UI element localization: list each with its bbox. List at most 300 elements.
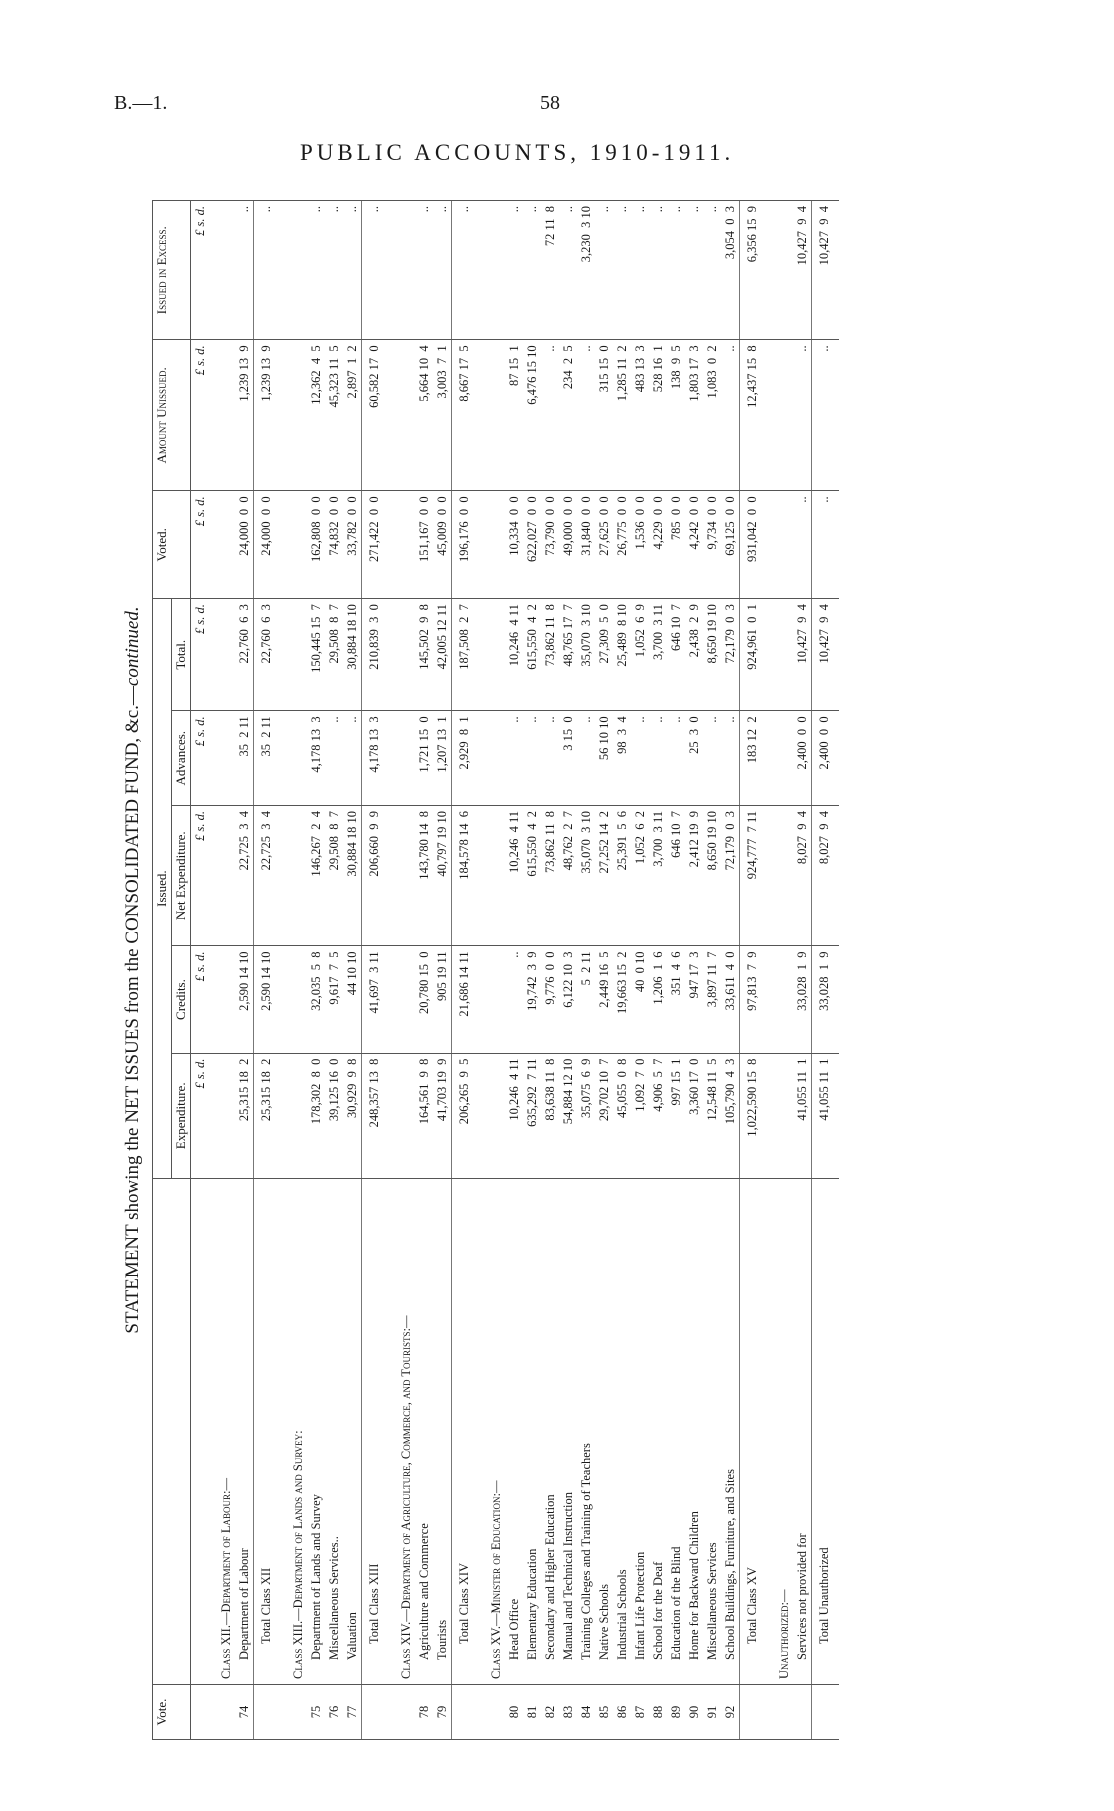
cell-adv: .. <box>541 711 559 806</box>
units-label: £ s. d. <box>191 946 210 1053</box>
table-row <box>433 201 452 1740</box>
cell-excess: .. <box>559 201 577 340</box>
table-row <box>559 201 577 1740</box>
cell-adv: 2,400 0 0 <box>793 711 812 806</box>
cell-voted: 69,125 0 0 <box>721 491 740 599</box>
cell-unissued: .. <box>541 340 559 491</box>
cell-cred: 2,449 16 5 <box>595 946 613 1053</box>
cell-exp: 248,357 13 8 <box>362 1053 390 1178</box>
cell-excess: .. <box>307 201 325 340</box>
col-voted: Voted. <box>153 491 191 599</box>
cell-total: 35,070 3 10 <box>577 599 595 711</box>
cell-unissued: 315 15 0 <box>595 340 613 491</box>
vote-number: 78 <box>415 1685 433 1740</box>
cell-excess: .. <box>649 201 667 340</box>
vote-number: 85 <box>595 1685 613 1740</box>
cell-total: 210,839 3 0 <box>362 599 390 711</box>
vote-number: 79 <box>433 1685 452 1740</box>
cell-unissued: 6,476 15 10 <box>523 340 541 491</box>
cell-total: 3,700 3 11 <box>649 599 667 711</box>
cell-exp: 25,315 18 2 <box>254 1053 282 1178</box>
col-advances: Advances. <box>172 711 191 806</box>
table-row <box>325 201 343 1740</box>
cell-net: 206,660 9 9 <box>362 806 390 946</box>
total-label: Total Unauthorized <box>812 1179 840 1685</box>
statement-title-text: STATEMENT showing the NET ISSUES from the CONSOLIDATED FUND, &c.— <box>122 686 143 1334</box>
item-description: Department of Lands and Survey <box>307 1179 325 1685</box>
cell-excess: .. <box>595 201 613 340</box>
class-heading-row <box>281 201 307 1740</box>
item-description: Head Office <box>505 1179 523 1685</box>
cell-net: 8,027 9 4 <box>812 806 840 946</box>
cell-net: 22,725 3 4 <box>235 806 254 946</box>
cell-adv: 56 10 10 <box>595 711 613 806</box>
total-row <box>740 201 768 1740</box>
cell-voted: 1,536 0 0 <box>631 491 649 599</box>
table-row <box>613 201 631 1740</box>
cell-total: 187,508 2 7 <box>452 599 480 711</box>
col-group-issued: Issued. <box>153 599 172 1179</box>
cell-unissued: 12,362 4 5 <box>307 340 325 491</box>
cell-total: 10,427 9 4 <box>812 599 840 711</box>
col-expenditure: Expenditure. <box>172 1053 191 1178</box>
cell-total: 924,961 0 1 <box>740 599 768 711</box>
col-issued-in-excess: Issued in Excess. <box>153 201 191 340</box>
vote-number: 90 <box>685 1685 703 1740</box>
total-label: Total Class XV <box>740 1179 768 1685</box>
cell-total: 48,765 17 7 <box>559 599 577 711</box>
cell-cred: 40 0 10 <box>631 946 649 1053</box>
item-description: Training Colleges and Training of Teachers <box>577 1179 595 1685</box>
statement-title <box>118 200 148 1740</box>
cell-exp: 206,265 9 5 <box>452 1053 480 1178</box>
cell-exp: 10,246 4 11 <box>505 1053 523 1178</box>
cell-voted: 9,734 0 0 <box>703 491 721 599</box>
cell-unissued: 3,003 7 1 <box>433 340 452 491</box>
item-description: Miscellaneous Services.. <box>325 1179 343 1685</box>
vote-number <box>793 1685 812 1740</box>
cell-voted: 931,042 0 0 <box>740 491 768 599</box>
cell-voted: 74,832 0 0 <box>325 491 343 599</box>
vote-number: 77 <box>343 1685 362 1740</box>
running-title: PUBLIC ACCOUNTS, 1910-1911. <box>300 140 735 165</box>
cell-cred: 947 17 3 <box>685 946 703 1053</box>
cell-adv: .. <box>325 711 343 806</box>
cell-cred: 33,028 1 9 <box>793 946 812 1053</box>
cell-unissued: .. <box>793 340 812 491</box>
table-row <box>667 201 685 1740</box>
table-row <box>505 201 523 1740</box>
cell-net: 924,777 7 11 <box>740 806 768 946</box>
cell-unissued: .. <box>577 340 595 491</box>
cell-total: 22,760 6 3 <box>254 599 282 711</box>
cell-cred: 32,035 5 8 <box>307 946 325 1053</box>
cell-excess: .. <box>254 201 282 340</box>
cell-total: 8,650 19 10 <box>703 599 721 711</box>
cell-net: 10,246 4 11 <box>505 806 523 946</box>
cell-total: 646 10 7 <box>667 599 685 711</box>
cell-adv: 35 2 11 <box>235 711 254 806</box>
cell-adv: 3 15 0 <box>559 711 577 806</box>
cell-excess: .. <box>667 201 685 340</box>
cell-unissued: 1,239 13 9 <box>235 340 254 491</box>
statement-title-continued: continued. <box>122 606 143 687</box>
cell-excess: .. <box>415 201 433 340</box>
table-row <box>307 201 325 1740</box>
cell-cred: 41,697 3 11 <box>362 946 390 1053</box>
cell-excess: .. <box>325 201 343 340</box>
cell-voted: 45,009 0 0 <box>433 491 452 599</box>
cell-exp: 41,055 11 1 <box>793 1053 812 1178</box>
table-row <box>343 201 362 1740</box>
cell-excess: 72 11 8 <box>541 201 559 340</box>
class-heading-row <box>389 201 415 1740</box>
cell-net: 646 10 7 <box>667 806 685 946</box>
cell-exp: 635,292 7 11 <box>523 1053 541 1178</box>
vote-number: 83 <box>559 1685 577 1740</box>
col-amount-unissued: Amount Unissued. <box>153 340 191 491</box>
cell-exp: 1,022,590 15 8 <box>740 1053 768 1178</box>
col-total: Total. <box>172 599 191 711</box>
cell-net: 8,650 19 10 <box>703 806 721 946</box>
total-row <box>362 201 390 1740</box>
cell-excess: .. <box>235 201 254 340</box>
cell-adv: 2,400 0 0 <box>812 711 840 806</box>
cell-net: 184,578 14 6 <box>452 806 480 946</box>
cell-total: 10,246 4 11 <box>505 599 523 711</box>
vote-number <box>812 1685 840 1740</box>
cell-exp: 29,702 10 7 <box>595 1053 613 1178</box>
cell-net: 48,762 2 7 <box>559 806 577 946</box>
item-description: Agriculture and Commerce <box>415 1179 433 1685</box>
cell-unissued: 12,437 15 8 <box>740 340 768 491</box>
cell-exp: 41,055 11 1 <box>812 1053 840 1178</box>
cell-unissued: .. <box>812 340 840 491</box>
cell-voted: .. <box>793 491 812 599</box>
page-number: 58 <box>540 92 560 114</box>
cell-net: 30,884 18 10 <box>343 806 362 946</box>
cell-excess: .. <box>703 201 721 340</box>
class-heading-row <box>209 201 235 1740</box>
cell-voted: 162,808 0 0 <box>307 491 325 599</box>
cell-cred: 1,206 1 6 <box>649 946 667 1053</box>
cell-net: 615,550 4 2 <box>523 806 541 946</box>
cell-unissued: 1,803 17 3 <box>685 340 703 491</box>
net-issues-table <box>152 200 839 1740</box>
cell-adv: .. <box>505 711 523 806</box>
vote-number <box>740 1685 768 1740</box>
units-row <box>191 201 210 1740</box>
cell-voted: 27,625 0 0 <box>595 491 613 599</box>
cell-net: 146,267 2 4 <box>307 806 325 946</box>
cell-exp: 83,638 11 8 <box>541 1053 559 1178</box>
item-description: Miscellaneous Services <box>703 1179 721 1685</box>
item-description: Education of the Blind <box>667 1179 685 1685</box>
cell-adv: 1,207 13 1 <box>433 711 452 806</box>
cell-total: 25,489 8 10 <box>613 599 631 711</box>
cell-net: 27,252 14 2 <box>595 806 613 946</box>
cell-net: 73,862 11 8 <box>541 806 559 946</box>
cell-adv: 4,178 13 3 <box>362 711 390 806</box>
cell-cred: 2,590 14 10 <box>254 946 282 1053</box>
table-row <box>703 201 721 1740</box>
cell-cred: 19,663 15 2 <box>613 946 631 1053</box>
table-row <box>685 201 703 1740</box>
rotated-statement-area <box>118 200 998 1740</box>
cell-adv: 25 3 0 <box>685 711 703 806</box>
vote-number: 91 <box>703 1685 721 1740</box>
cell-voted: 785 0 0 <box>667 491 685 599</box>
cell-excess: .. <box>631 201 649 340</box>
vote-number: 86 <box>613 1685 631 1740</box>
total-row <box>254 201 282 1740</box>
item-description: Department of Labour <box>235 1179 254 1685</box>
cell-excess: .. <box>505 201 523 340</box>
cell-adv: .. <box>577 711 595 806</box>
item-description: Native Schools <box>595 1179 613 1685</box>
cell-voted: 271,422 0 0 <box>362 491 390 599</box>
cell-exp: 39,125 16 0 <box>325 1053 343 1178</box>
col-credits: Credits. <box>172 946 191 1053</box>
cell-net: 35,070 3 10 <box>577 806 595 946</box>
table-row <box>721 201 740 1740</box>
cell-voted: 49,000 0 0 <box>559 491 577 599</box>
col-net-expenditure: Net Expenditure. <box>172 806 191 946</box>
cell-cred: 33,611 4 0 <box>721 946 740 1053</box>
cell-excess: .. <box>685 201 703 340</box>
units-label: £ s. d. <box>191 711 210 806</box>
item-description: Home for Backward Children <box>685 1179 703 1685</box>
cell-excess: 10,427 9 4 <box>793 201 812 340</box>
vote-number: 92 <box>721 1685 740 1740</box>
vote-number: 84 <box>577 1685 595 1740</box>
cell-total: 1,052 6 9 <box>631 599 649 711</box>
cell-cred: 21,686 14 11 <box>452 946 480 1053</box>
units-label: £ s. d. <box>191 599 210 711</box>
cell-net: 8,027 9 4 <box>793 806 812 946</box>
vote-number <box>254 1685 282 1740</box>
cell-cred: 2,590 14 10 <box>235 946 254 1053</box>
cell-voted: 73,790 0 0 <box>541 491 559 599</box>
cell-total: 150,445 15 7 <box>307 599 325 711</box>
item-description: Elementary Education <box>523 1179 541 1685</box>
cell-voted: 24,000 0 0 <box>235 491 254 599</box>
cell-adv: 2,929 8 1 <box>452 711 480 806</box>
class-heading: Class XII.—Department of Labour:— <box>209 1179 235 1685</box>
cell-voted: 26,775 0 0 <box>613 491 631 599</box>
cell-voted: 10,334 0 0 <box>505 491 523 599</box>
cell-net: 29,508 8 7 <box>325 806 343 946</box>
cell-adv: .. <box>649 711 667 806</box>
cell-unissued: 60,582 17 0 <box>362 340 390 491</box>
vote-number: 76 <box>325 1685 343 1740</box>
class-heading-row <box>767 201 793 1740</box>
cell-total: 72,179 0 3 <box>721 599 740 711</box>
cell-total: 29,508 8 7 <box>325 599 343 711</box>
cell-cred: 9,617 7 5 <box>325 946 343 1053</box>
item-description: Services not provided for <box>793 1179 812 1685</box>
units-label: £ s. d. <box>191 340 210 491</box>
cell-exp: 12,548 11 5 <box>703 1053 721 1178</box>
vote-number: 82 <box>541 1685 559 1740</box>
table-row <box>415 201 433 1740</box>
cell-unissued: 138 9 5 <box>667 340 685 491</box>
vote-number: 75 <box>307 1685 325 1740</box>
cell-exp: 35,075 6 9 <box>577 1053 595 1178</box>
cell-cred: 44 10 10 <box>343 946 362 1053</box>
cell-exp: 54,884 12 10 <box>559 1053 577 1178</box>
vote-number: 80 <box>505 1685 523 1740</box>
cell-exp: 164,561 9 8 <box>415 1053 433 1178</box>
cell-exp: 4,906 5 7 <box>649 1053 667 1178</box>
cell-voted: 33,782 0 0 <box>343 491 362 599</box>
cell-net: 72,179 0 3 <box>721 806 740 946</box>
cell-adv: .. <box>703 711 721 806</box>
cell-exp: 178,302 8 0 <box>307 1053 325 1178</box>
cell-exp: 41,703 19 9 <box>433 1053 452 1178</box>
cell-adv: 98 3 4 <box>613 711 631 806</box>
vote-number: 81 <box>523 1685 541 1740</box>
cell-adv: 4,178 13 3 <box>307 711 325 806</box>
table-body <box>191 201 840 1740</box>
cell-exp: 997 15 1 <box>667 1053 685 1178</box>
cell-cred: 9,776 0 0 <box>541 946 559 1053</box>
cell-cred: 905 19 11 <box>433 946 452 1053</box>
total-label: Total Class XIII <box>362 1179 390 1685</box>
cell-voted: 151,167 0 0 <box>415 491 433 599</box>
cell-net: 3,700 3 11 <box>649 806 667 946</box>
cell-voted: 4,242 0 0 <box>685 491 703 599</box>
vote-number <box>362 1685 390 1740</box>
cell-excess: .. <box>613 201 631 340</box>
item-description: Manual and Technical Instruction <box>559 1179 577 1685</box>
cell-unissued: 528 16 1 <box>649 340 667 491</box>
table-row <box>631 201 649 1740</box>
cell-adv: 183 12 2 <box>740 711 768 806</box>
cell-excess: 10,427 9 4 <box>812 201 840 340</box>
cell-net: 143,780 14 8 <box>415 806 433 946</box>
vote-number: 89 <box>667 1685 685 1740</box>
cell-unissued: .. <box>721 340 740 491</box>
cell-exp: 45,055 0 8 <box>613 1053 631 1178</box>
cell-voted: .. <box>812 491 840 599</box>
cell-exp: 30,929 9 8 <box>343 1053 362 1178</box>
cell-voted: 31,840 0 0 <box>577 491 595 599</box>
class-heading: Class XIV.—Department of Agriculture, Commerce, and Tourists:— <box>389 1179 415 1685</box>
item-description: Tourists <box>433 1179 452 1685</box>
cell-adv: .. <box>631 711 649 806</box>
cell-unissued: 1,083 0 2 <box>703 340 721 491</box>
cell-adv: .. <box>667 711 685 806</box>
cell-unissued: 87 15 1 <box>505 340 523 491</box>
cell-cred: 20,780 15 0 <box>415 946 433 1053</box>
cell-cred: 5 2 11 <box>577 946 595 1053</box>
cell-adv: .. <box>523 711 541 806</box>
total-label: Total Class XIV <box>452 1179 480 1685</box>
item-description: Infant Life Protection <box>631 1179 649 1685</box>
cell-total: 2,438 2 9 <box>685 599 703 711</box>
cell-excess: .. <box>362 201 390 340</box>
total-label: Total Class XII <box>254 1179 282 1685</box>
table-row <box>541 201 559 1740</box>
cell-excess: .. <box>343 201 362 340</box>
units-label: £ s. d. <box>191 1053 210 1178</box>
cell-voted: 196,176 0 0 <box>452 491 480 599</box>
class-heading: Class XIII.—Department of Lands and Survey: <box>281 1179 307 1685</box>
cell-cred: 33,028 1 9 <box>812 946 840 1053</box>
cell-total: 42,005 12 11 <box>433 599 452 711</box>
class-heading: Class XV.—Minister of Education:— <box>479 1179 505 1685</box>
cell-total: 10,427 9 4 <box>793 599 812 711</box>
cell-net: 25,391 5 6 <box>613 806 631 946</box>
cell-cred: 19,742 3 9 <box>523 946 541 1053</box>
cell-voted: 24,000 0 0 <box>254 491 282 599</box>
cell-excess: .. <box>523 201 541 340</box>
item-description: Industrial Schools <box>613 1179 631 1685</box>
table-row <box>523 201 541 1740</box>
cell-total: 615,550 4 2 <box>523 599 541 711</box>
cell-cred: 6,122 10 3 <box>559 946 577 1053</box>
table-row <box>595 201 613 1740</box>
cell-unissued: 5,664 10 4 <box>415 340 433 491</box>
cell-cred: 3,897 11 7 <box>703 946 721 1053</box>
total-row <box>452 201 480 1740</box>
col-vote: Vote. <box>153 1685 191 1740</box>
units-label: £ s. d. <box>191 201 210 340</box>
table-row <box>577 201 595 1740</box>
cell-cred: 97,813 7 9 <box>740 946 768 1053</box>
cell-total: 27,309 5 0 <box>595 599 613 711</box>
cell-exp: 105,790 4 3 <box>721 1053 740 1178</box>
item-description: Secondary and Higher Education <box>541 1179 559 1685</box>
cell-adv: 35 2 11 <box>254 711 282 806</box>
cell-unissued: 1,239 13 9 <box>254 340 282 491</box>
cell-unissued: 45,323 11 5 <box>325 340 343 491</box>
vote-number: 74 <box>235 1685 254 1740</box>
cell-exp: 3,360 17 0 <box>685 1053 703 1178</box>
table-row <box>235 201 254 1740</box>
vote-number: 87 <box>631 1685 649 1740</box>
cell-adv: .. <box>343 711 362 806</box>
cell-unissued: 483 13 3 <box>631 340 649 491</box>
cell-excess: .. <box>433 201 452 340</box>
cell-net: 2,412 19 9 <box>685 806 703 946</box>
page-reference: B.—1. <box>114 92 168 114</box>
cell-unissued: 8,667 17 5 <box>452 340 480 491</box>
cell-net: 1,052 6 2 <box>631 806 649 946</box>
total-row <box>812 201 840 1740</box>
table-row <box>793 201 812 1740</box>
cell-excess: 3,054 0 3 <box>721 201 740 340</box>
vote-number <box>452 1685 480 1740</box>
cell-exp: 1,092 7 0 <box>631 1053 649 1178</box>
cell-adv: .. <box>721 711 740 806</box>
cell-total: 22,760 6 3 <box>235 599 254 711</box>
vote-number: 88 <box>649 1685 667 1740</box>
cell-exp: 25,315 18 2 <box>235 1053 254 1178</box>
class-heading-row <box>479 201 505 1740</box>
cell-total: 145,502 9 8 <box>415 599 433 711</box>
cell-excess: 3,230 3 10 <box>577 201 595 340</box>
units-label: £ s. d. <box>191 491 210 599</box>
cell-cred: 351 4 6 <box>667 946 685 1053</box>
col-description <box>153 1179 191 1685</box>
cell-unissued: 2,897 1 2 <box>343 340 362 491</box>
table-row <box>649 201 667 1740</box>
item-description: School for the Deaf <box>649 1179 667 1685</box>
cell-cred: .. <box>505 946 523 1053</box>
units-label: £ s. d. <box>191 806 210 946</box>
